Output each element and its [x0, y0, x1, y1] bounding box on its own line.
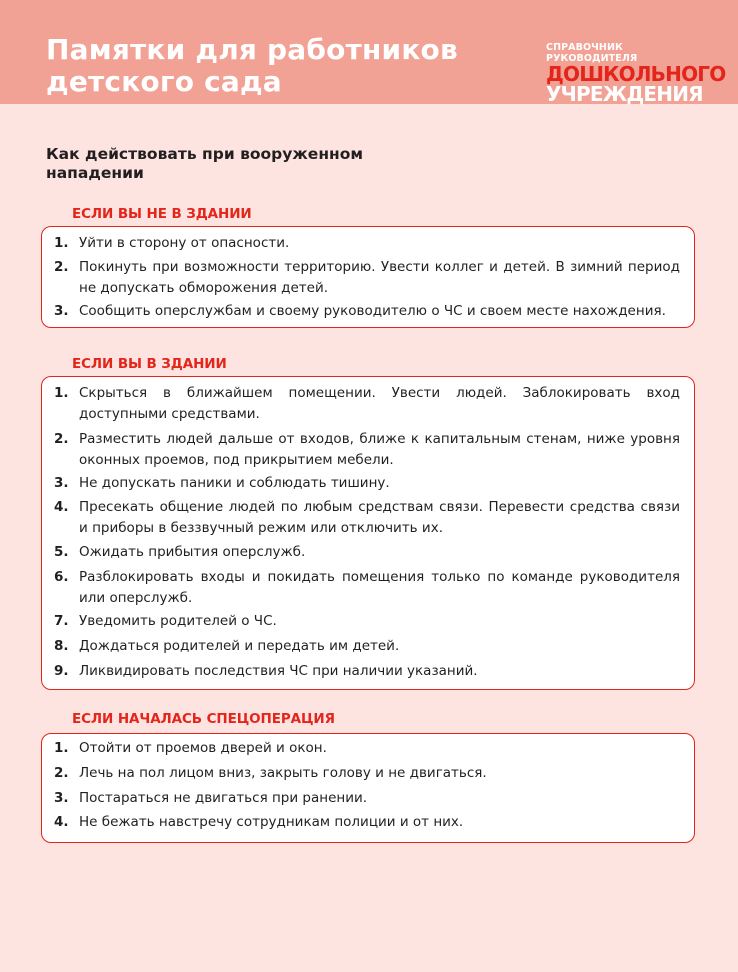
list-item-number: 6. [54, 569, 69, 585]
list-item-text: Постараться не двигаться при ранении. [79, 790, 368, 806]
list-item-text: Ожидать прибытия оперслужб. [79, 544, 306, 560]
main-heading-line-2: нападении [46, 164, 144, 182]
list-item [54, 812, 680, 833]
list-item-text: Лечь на пол лицом вниз, закрыть голову и не двигаться. [79, 765, 487, 781]
section-title-special-operation: ЕСЛИ НАЧАЛАСЬ СПЕЦОПЕРАЦИЯ [72, 711, 335, 727]
list-item-text: Отойти от проемов дверей и окон. [79, 740, 327, 756]
logo-line-2: ДОШКОЛЬНОГО [546, 62, 726, 86]
list-item [54, 661, 680, 682]
list-item [54, 763, 680, 784]
section-box-outside [41, 226, 695, 328]
main-heading [46, 145, 426, 183]
page-title [46, 34, 458, 98]
list-item [54, 611, 680, 632]
list-item-number: 1. [54, 235, 69, 251]
main-heading-line-1: Как действовать при вооруженном [46, 145, 364, 163]
list-item-number: 2. [54, 431, 69, 447]
list-item [54, 473, 680, 494]
publication-logo [546, 42, 726, 106]
logo-line-3: УЧРЕЖДЕНИЯ [546, 82, 703, 106]
list-item [54, 788, 680, 809]
list-item [54, 497, 680, 538]
list-item [54, 383, 680, 424]
list-item [54, 567, 680, 608]
page-title-line-2: детского сада [46, 65, 282, 98]
list-item-number: 4. [54, 814, 69, 830]
logo-line-1: СПРАВОЧНИК РУКОВОДИТЕЛЯ [546, 42, 638, 64]
header-banner [0, 0, 738, 104]
list-item [54, 636, 680, 657]
list-item-text: Покинуть при возможности территорию. Увести коллег и детей. В зимний период не допускать обморожения детей. [79, 259, 680, 296]
list-item-number: 9. [54, 663, 69, 679]
list-item [54, 542, 680, 563]
list-item-text: Ликвидировать последствия ЧС при наличии указаний. [79, 663, 478, 679]
list-item-number: 3. [54, 790, 69, 806]
list-item-number: 7. [54, 613, 69, 629]
section-title-inside: ЕСЛИ ВЫ В ЗДАНИИ [72, 356, 227, 372]
list-item-number: 4. [54, 499, 69, 515]
page-title-line-1: Памятки для работников [46, 33, 458, 66]
list-item [54, 233, 680, 254]
section-box-special-operation [41, 733, 695, 843]
list-item-number: 8. [54, 638, 69, 654]
list-item-text: Пресекать общение людей по любым средствам связи. Перевести средства связи и приборы в беззвучный режим или отключить их. [79, 499, 680, 536]
list-item-text: Не бежать навстречу сотрудникам полиции и от них. [79, 814, 464, 830]
list-item-text: Уйти в сторону от опасности. [79, 235, 290, 251]
section-box-inside [41, 376, 695, 690]
list-item [54, 301, 680, 322]
list-item-text: Разблокировать входы и покидать помещения только по команде руководителя или оперслужб. [79, 569, 680, 606]
list-item-number: 5. [54, 544, 69, 560]
section-title-outside: ЕСЛИ ВЫ НЕ В ЗДАНИИ [72, 206, 252, 222]
list-item-number: 1. [54, 740, 69, 756]
list-item-number: 2. [54, 259, 69, 275]
list-item-number: 3. [54, 475, 69, 491]
list-item-text: Разместить людей дальше от входов, ближе к капитальным стенам, ниже уровня оконных проемов, под прикрытием мебели. [79, 431, 680, 468]
list-item-number: 2. [54, 765, 69, 781]
list-item [54, 257, 680, 298]
list-item [54, 429, 680, 470]
list-item-text: Скрыться в ближайшем помещении. Увести людей. Заблокировать вход доступными средствами. [79, 385, 680, 422]
list-item-text: Не допускать паники и соблюдать тишину. [79, 475, 390, 491]
list-item-text: Сообщить оперслужбам и своему руководителю о ЧС и своем месте нахождения. [79, 303, 666, 319]
list-item-text: Дождаться родителей и передать им детей. [79, 638, 400, 654]
list-item-text: Уведомить родителей о ЧС. [79, 613, 277, 629]
list-item-number: 1. [54, 385, 69, 401]
list-item-number: 3. [54, 303, 69, 319]
list-item [54, 738, 680, 759]
